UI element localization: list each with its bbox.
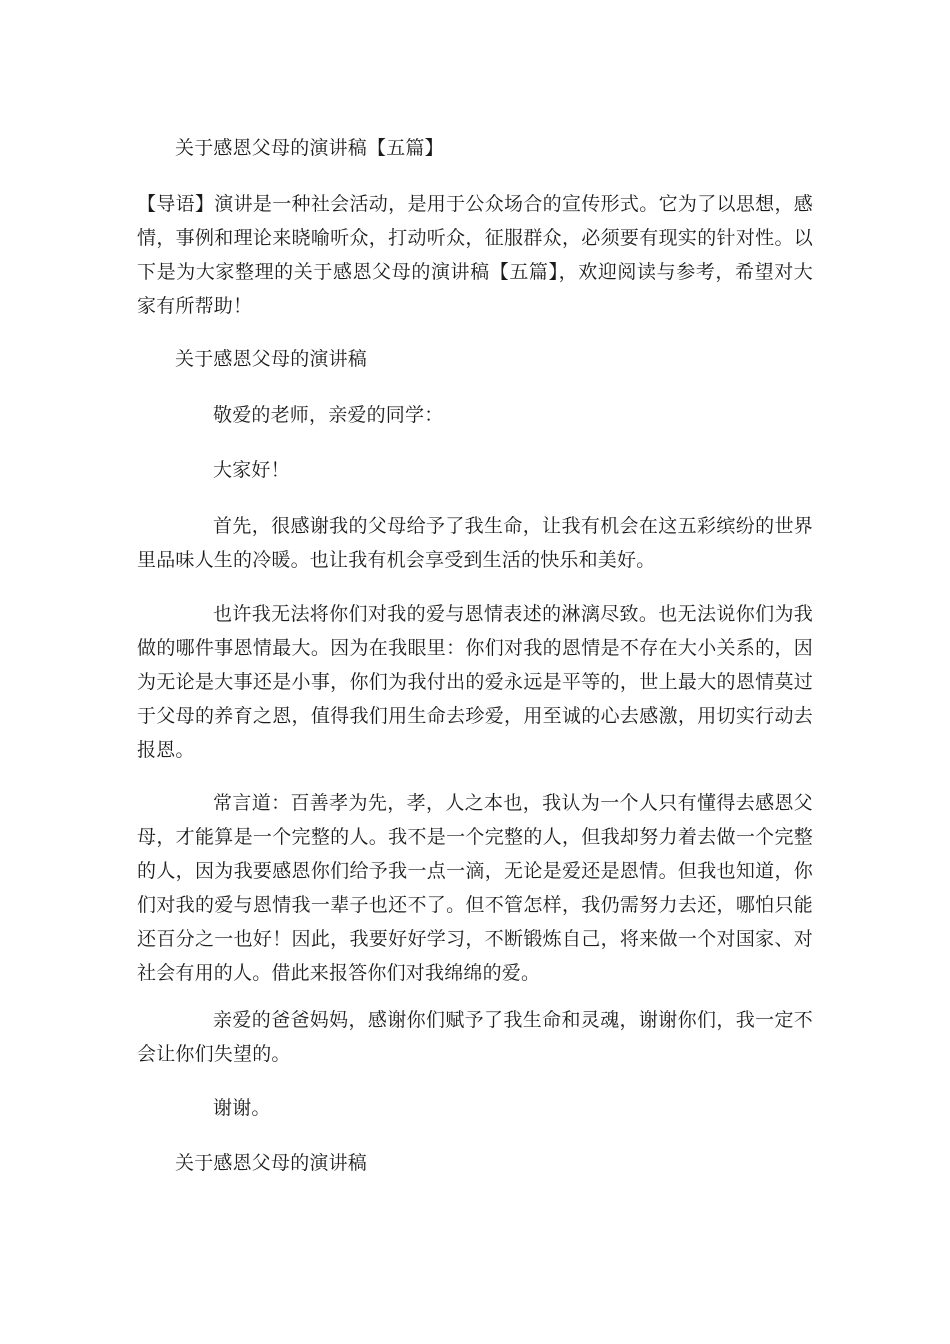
- greeting: 大家好！: [213, 459, 290, 481]
- body-paragraph-1: 首先，很感谢我的父母给予了我生命，让我有机会在这五彩缤纷的世界里品味人生的冷暖。也让我有机会享受到生活的快乐和美好。: [137, 515, 813, 571]
- section-heading-1: 关于感恩父母的演讲稿: [175, 348, 368, 370]
- body-paragraph-3: 常言道：百善孝为先，孝，人之本也，我认为一个人只有懂得去感恩父母，才能算是一个完整的人。我不是一个完整的人，但我却努力着去做一个完整的人，因为我要感恩你们给予我一点一滴，无论是爱还是恩情。但我也知道，你们对我的爱与恩情我一辈子也还不了。但不管怎样，我仍需努力去还，哪怕只能还百分之一也好！因此，我要好好学习，不断锻炼自己，将来做一个对国家、对社会有用的人。借此来报答你们对我绵绵的爱。: [137, 792, 813, 984]
- intro-paragraph: 【导语】演讲是一种社会活动，是用于公众场合的宣传形式。它为了以思想，感情，事例和理论来晓喻听众，打动听众，征服群众，必须要有现实的针对性。以下是为大家整理的关于感恩父母的演讲稿【五篇】，欢迎阅读与参考，希望对大家有所帮助！: [137, 193, 813, 317]
- body-paragraph-4: 亲爱的爸爸妈妈，感谢你们赋予了我生命和灵魂，谢谢你们，我一定不会让你们失望的。: [137, 1009, 813, 1065]
- section-heading-2: 关于感恩父母的演讲稿: [175, 1152, 368, 1174]
- document-title: 关于感恩父母的演讲稿【五篇】: [175, 137, 444, 159]
- closing: 谢谢。: [213, 1097, 271, 1119]
- salutation: 敬爱的老师，亲爱的同学：: [213, 404, 444, 426]
- body-paragraph-2: 也许我无法将你们对我的爱与恩情表述的淋漓尽致。也无法说你们为我做的哪件事恩情最大。因为在我眼里：你们对我的恩情是不存在大小关系的，因为无论是大事还是小事，你们为我付出的爱永远是平等的，世上最大的恩情莫过于父母的养育之恩，值得我们用生命去珍爱，用至诚的心去感激，用切实行动去报恩。: [137, 603, 813, 761]
